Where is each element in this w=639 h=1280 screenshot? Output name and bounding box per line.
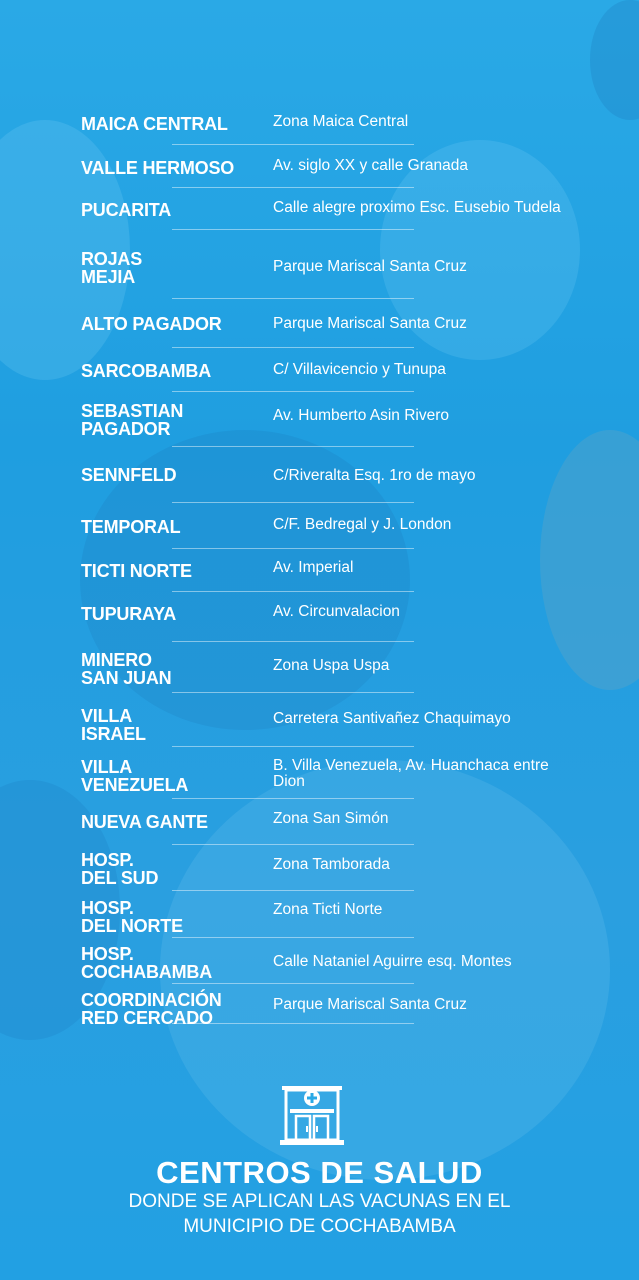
center-name: TUPURAYA xyxy=(81,604,177,624)
center-name: VALLE HERMOSO xyxy=(81,158,235,178)
footer-subtitle-line2: MUNICIPIO DE COCHABAMBA xyxy=(183,1216,456,1237)
row-divider xyxy=(172,1023,414,1024)
row-divider xyxy=(172,144,414,145)
center-name: COORDINACIÓN RED CERCADO xyxy=(81,990,222,1028)
center-address: Zona Maica Central xyxy=(273,113,409,130)
center-address: Zona Uspa Uspa xyxy=(273,657,390,674)
row-divider xyxy=(172,890,414,891)
row-divider xyxy=(172,446,414,447)
center-address: Zona San Simón xyxy=(273,810,389,827)
center-name: VILLA ISRAEL xyxy=(81,706,146,744)
center-name: SEBASTIAN PAGADOR xyxy=(81,401,184,439)
row-divider xyxy=(172,746,414,747)
center-address: Av. Imperial xyxy=(273,559,354,576)
center-address: C/F. Bedregal y J. London xyxy=(273,516,452,533)
center-name: ALTO PAGADOR xyxy=(81,314,222,334)
center-name: SARCOBAMBA xyxy=(81,361,211,381)
center-name: HOSP. DEL NORTE xyxy=(81,898,183,936)
row-divider xyxy=(172,298,414,299)
center-name: MAICA CENTRAL xyxy=(81,114,228,134)
center-address: C/Riveralta Esq. 1ro de mayo xyxy=(273,467,476,484)
center-address: B. Villa Venezuela, Av. Huanchaca entre Dion xyxy=(273,757,549,790)
center-address: Av. Circunvalacion xyxy=(273,603,400,620)
footer-subtitle-line1: DONDE SE APLICAN LAS VACUNAS EN EL xyxy=(128,1191,511,1212)
footer-title: CENTROS DE SALUD xyxy=(156,1155,483,1190)
center-address: Av. Humberto Asin Rivero xyxy=(273,407,450,424)
row-divider xyxy=(172,937,414,938)
center-name: VILLA VENEZUELA xyxy=(81,757,189,795)
center-name: TEMPORAL xyxy=(81,517,181,537)
center-address: Calle Nataniel Aguirre esq. Montes xyxy=(273,953,512,970)
center-address: Parque Mariscal Santa Cruz xyxy=(273,258,467,275)
center-address: Zona Tamborada xyxy=(273,856,390,873)
center-name: ROJAS MEJIA xyxy=(81,249,143,287)
row-divider xyxy=(172,391,414,392)
center-address: Parque Mariscal Santa Cruz xyxy=(273,996,467,1013)
row-divider xyxy=(172,641,414,642)
row-divider xyxy=(172,187,414,188)
center-name: NUEVA GANTE xyxy=(81,812,208,832)
center-address: Av. siglo XX y calle Granada xyxy=(273,157,468,174)
center-name: SENNFELD xyxy=(81,465,177,485)
row-divider xyxy=(172,591,414,592)
row-divider xyxy=(172,229,414,230)
center-address: C/ Villavicencio y Tunupa xyxy=(273,361,446,378)
row-divider xyxy=(172,798,414,799)
center-name: MINERO SAN JUAN xyxy=(81,650,172,688)
row-divider xyxy=(172,347,414,348)
row-divider xyxy=(172,844,414,845)
center-name: TICTI NORTE xyxy=(81,561,192,581)
center-address: Calle alegre proximo Esc. Eusebio Tudela xyxy=(273,199,561,216)
center-name: PUCARITA xyxy=(81,200,172,220)
row-divider xyxy=(172,548,414,549)
hospital-icon xyxy=(280,1078,344,1148)
center-address: Parque Mariscal Santa Cruz xyxy=(273,315,467,332)
row-divider xyxy=(172,502,414,503)
center-name: HOSP. COCHABAMBA xyxy=(81,944,212,982)
center-address: Carretera Santivañez Chaquimayo xyxy=(273,710,511,727)
center-name: HOSP. DEL SUD xyxy=(81,850,159,888)
center-address: Zona Ticti Norte xyxy=(273,901,383,918)
row-divider xyxy=(172,983,414,984)
row-divider xyxy=(172,692,414,693)
